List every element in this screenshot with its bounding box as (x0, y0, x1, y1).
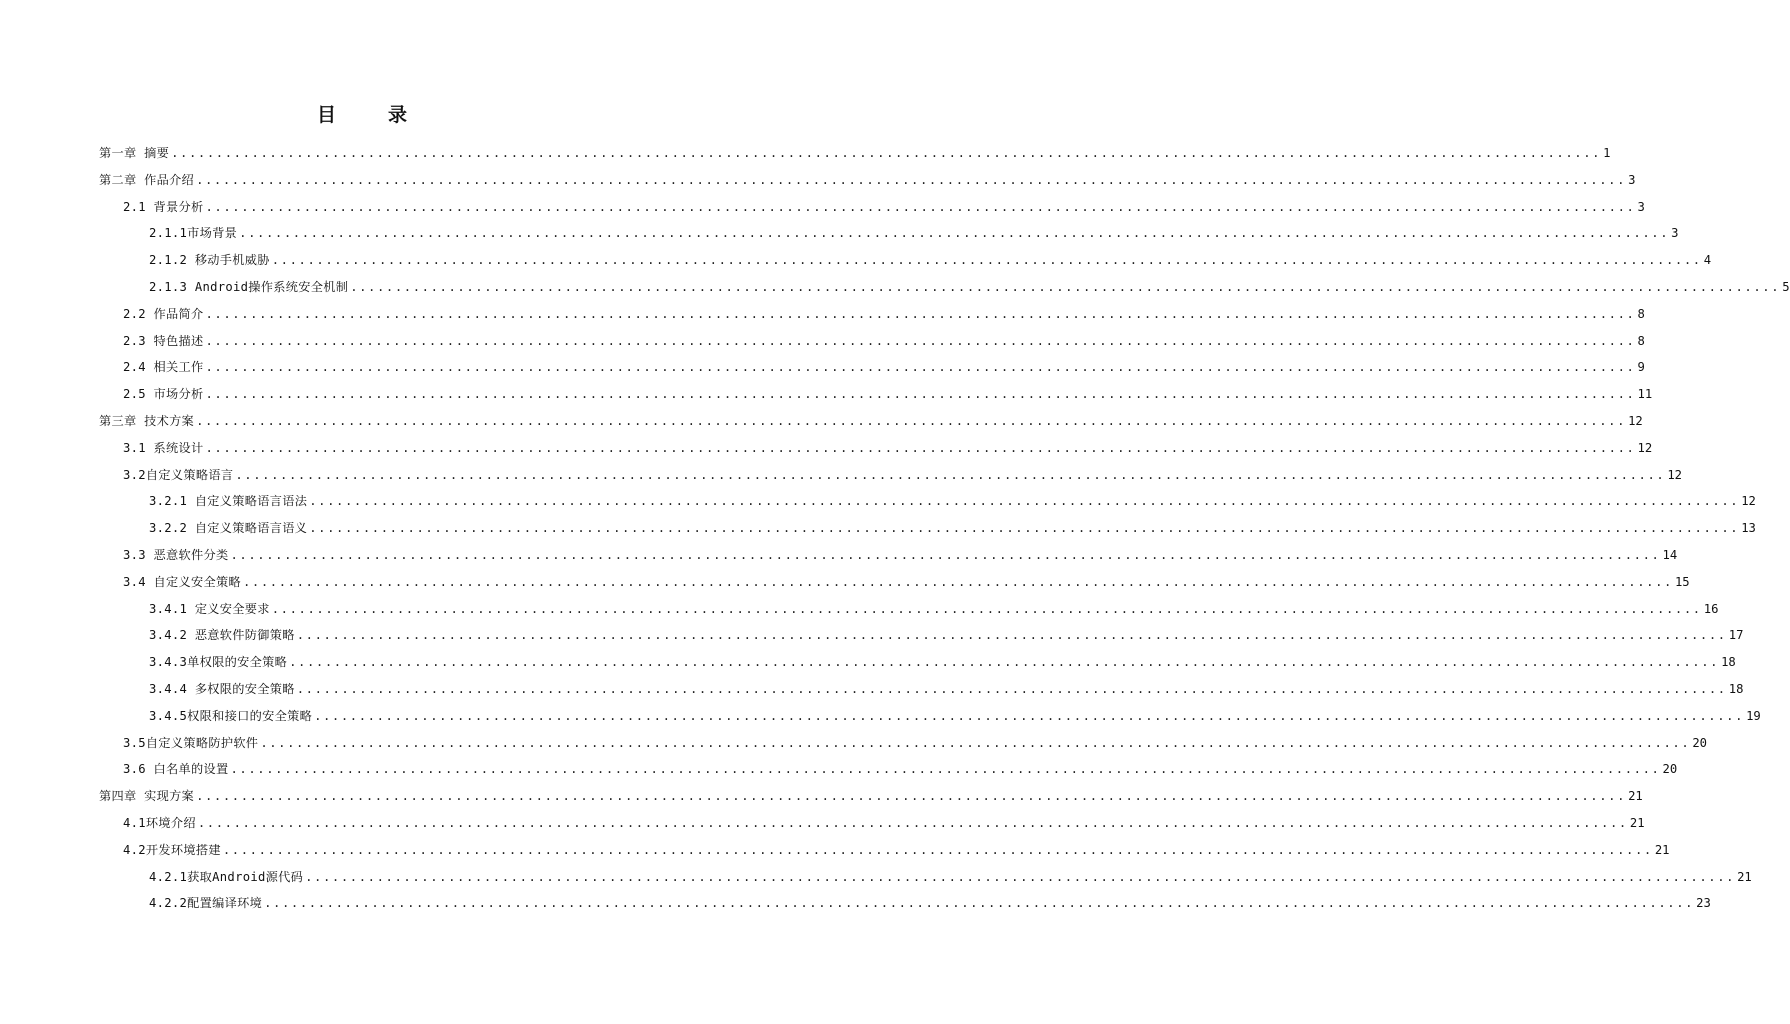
dot-leader: ................................................................................................................................................................ (305, 869, 1736, 884)
toc-entry-title: 3.4 自定义安全策略 (123, 574, 241, 589)
toc-entry-page-number: 9 (1637, 360, 1645, 375)
toc-entry-title: 3.4.3单权限的安全策略 (149, 655, 288, 670)
dot-leader: ................................................................................................................................................................ (230, 547, 1661, 562)
toc-entry-title: 2.1.3 Android操作系统安全机制 (149, 279, 349, 294)
table-of-contents (99, 140, 1790, 917)
dot-leader: ................................................................................................................................................................ (205, 387, 1636, 402)
dot-leader: ................................................................................................................................................................ (264, 896, 1695, 911)
toc-entry[interactable] (99, 730, 1707, 757)
toc-entry[interactable] (99, 274, 1790, 301)
toc-entry-title: 3.3 恶意软件分类 (123, 547, 229, 562)
toc-entry-page-number: 19 (1746, 708, 1761, 723)
toc-entry-title: 3.1 系统设计 (123, 440, 204, 455)
toc-entry-page-number: 17 (1728, 628, 1744, 643)
dot-leader: ................................................................................................................................................................ (205, 199, 1636, 214)
toc-entry-page-number: 12 (1667, 467, 1683, 482)
toc-entry[interactable] (99, 703, 1761, 730)
toc-entry-page-number: 15 (1674, 574, 1690, 589)
toc-entry[interactable] (99, 783, 1643, 810)
toc-entry[interactable] (99, 810, 1645, 837)
toc-entry-page-number: 13 (1741, 521, 1756, 536)
toc-entry[interactable] (99, 408, 1643, 435)
toc-entry-page-number: 5 (1782, 279, 1790, 294)
toc-entry-title: 3.4.1 定义安全要求 (149, 601, 270, 616)
toc-entry-title: 第三章 技术方案 (99, 413, 195, 428)
dot-leader: ................................................................................................................................................................ (205, 360, 1636, 375)
dot-leader: ................................................................................................................................................................ (309, 521, 1740, 536)
toc-entry-page-number: 20 (1692, 735, 1707, 750)
dot-leader: ................................................................................................................................................................ (235, 467, 1666, 482)
toc-entry-title: 第二章 作品介绍 (99, 172, 195, 187)
toc-entry-page-number: 3 (1637, 199, 1645, 214)
toc-entry-title: 3.2自定义策略语言 (123, 467, 234, 482)
toc-entry[interactable] (99, 864, 1752, 891)
toc-entry-page-number: 12 (1628, 413, 1643, 428)
toc-entry[interactable] (99, 247, 1712, 274)
toc-entry-page-number: 4 (1703, 253, 1712, 268)
toc-entry-title: 4.1环境介绍 (123, 815, 196, 830)
toc-entry[interactable] (99, 194, 1645, 221)
toc-entry-page-number: 21 (1737, 869, 1752, 884)
toc-entry-page-number: 11 (1637, 387, 1653, 402)
toc-entry-page-number: 3 (1671, 226, 1679, 241)
toc-entry[interactable] (99, 622, 1744, 649)
toc-entry[interactable] (99, 354, 1645, 381)
toc-entry-page-number: 14 (1662, 547, 1678, 562)
toc-entry[interactable] (99, 596, 1719, 623)
toc-entry-page-number: 18 (1721, 655, 1736, 670)
dot-leader: ................................................................................................................................................................ (171, 146, 1602, 160)
toc-entry[interactable] (99, 435, 1653, 462)
toc-entry[interactable] (99, 542, 1678, 569)
toc-entry-page-number: 12 (1637, 440, 1653, 455)
toc-entry-page-number: 1 (1603, 146, 1611, 160)
dot-leader: ................................................................................................................................................................ (222, 842, 1653, 857)
toc-entry-title: 2.1.2 移动手机威胁 (149, 253, 270, 268)
toc-title-char-2: 录 (388, 104, 408, 126)
toc-entry-title: 3.4.5权限和接口的安全策略 (149, 708, 313, 723)
toc-entry-title: 4.2开发环境搭建 (123, 842, 221, 857)
toc-entry[interactable] (99, 488, 1756, 515)
toc-entry-page-number: 16 (1703, 601, 1719, 616)
toc-entry[interactable] (99, 140, 1611, 167)
toc-entry[interactable] (99, 301, 1645, 328)
toc-entry-title: 2.5 市场分析 (123, 387, 204, 402)
dot-leader: ................................................................................................................................................................ (230, 762, 1661, 777)
dot-leader: ................................................................................................................................................................ (271, 601, 1702, 616)
toc-entry-title: 4.2.2配置编译环境 (149, 896, 263, 911)
toc-entry-page-number: 8 (1637, 306, 1645, 321)
dot-leader: ................................................................................................................................................................ (205, 306, 1636, 321)
toc-entry-title: 3.6 白名单的设置 (123, 762, 229, 777)
dot-leader: ................................................................................................................................................................ (296, 628, 1727, 643)
toc-entry[interactable] (99, 220, 1679, 247)
toc-entry[interactable] (99, 462, 1683, 489)
toc-entry-page-number: 20 (1662, 762, 1678, 777)
toc-entry[interactable] (99, 569, 1690, 596)
dot-leader: ................................................................................................................................................................ (309, 494, 1740, 509)
dot-leader: ................................................................................................................................................................ (314, 708, 1745, 723)
toc-entry[interactable] (99, 756, 1678, 783)
toc-entry-page-number: 21 (1654, 842, 1670, 857)
toc-entry-title: 3.2.2 自定义策略语言语义 (149, 521, 308, 536)
toc-title (0, 100, 724, 130)
toc-entry-page-number: 3 (1628, 172, 1636, 187)
dot-leader: ................................................................................................................................................................ (205, 333, 1636, 348)
toc-entry-title: 4.2.1获取Android源代码 (149, 869, 304, 884)
toc-entry-page-number: 12 (1741, 494, 1756, 509)
toc-entry[interactable] (99, 515, 1756, 542)
dot-leader: ................................................................................................................................................................ (289, 655, 1720, 670)
dot-leader: ................................................................................................................................................................ (196, 172, 1627, 187)
dot-leader: ................................................................................................................................................................ (242, 574, 1673, 589)
toc-entry-title: 2.3 特色描述 (123, 333, 204, 348)
dot-leader: ................................................................................................................................................................ (271, 253, 1702, 268)
toc-entry[interactable] (99, 649, 1736, 676)
toc-entry-title: 3.4.4 多权限的安全策略 (149, 681, 295, 696)
toc-entry-title: 第四章 实现方案 (99, 789, 195, 804)
dot-leader: ................................................................................................................................................................ (260, 735, 1691, 750)
toc-entry-page-number: 18 (1728, 681, 1744, 696)
toc-entry-page-number: 21 (1628, 789, 1643, 804)
toc-entry[interactable] (99, 890, 1711, 917)
dot-leader: ................................................................................................................................................................ (239, 226, 1670, 241)
toc-entry[interactable] (99, 328, 1645, 355)
toc-entry[interactable] (99, 167, 1636, 194)
toc-entry[interactable] (99, 837, 1670, 864)
toc-entry-page-number: 23 (1696, 896, 1711, 911)
toc-entry-page-number: 21 (1629, 815, 1645, 830)
dot-leader: ................................................................................................................................................................ (196, 789, 1627, 804)
toc-entry-title: 2.4 相关工作 (123, 360, 204, 375)
toc-entry-title: 2.2 作品简介 (123, 306, 204, 321)
dot-leader: ................................................................................................................................................................ (296, 681, 1727, 696)
dot-leader: ................................................................................................................................................................ (205, 440, 1636, 455)
toc-entry-title: 第一章 摘要 (99, 146, 170, 160)
toc-entry-title: 2.1 背景分析 (123, 199, 204, 214)
toc-entry-title: 2.1.1市场背景 (149, 226, 238, 241)
toc-entry-page-number: 8 (1637, 333, 1645, 348)
toc-entry-title: 3.5自定义策略防护软件 (123, 735, 259, 750)
toc-entry-title: 3.2.1 自定义策略语言语法 (149, 494, 308, 509)
dot-leader: ................................................................................................................................................................ (197, 815, 1628, 830)
toc-entry-title: 3.4.2 恶意软件防御策略 (149, 628, 295, 643)
dot-leader: ................................................................................................................................................................ (350, 279, 1781, 294)
dot-leader: ................................................................................................................................................................ (196, 413, 1627, 428)
toc-entry[interactable] (99, 676, 1744, 703)
toc-title-char-1: 目 (316, 104, 336, 126)
toc-entry[interactable] (99, 381, 1653, 408)
